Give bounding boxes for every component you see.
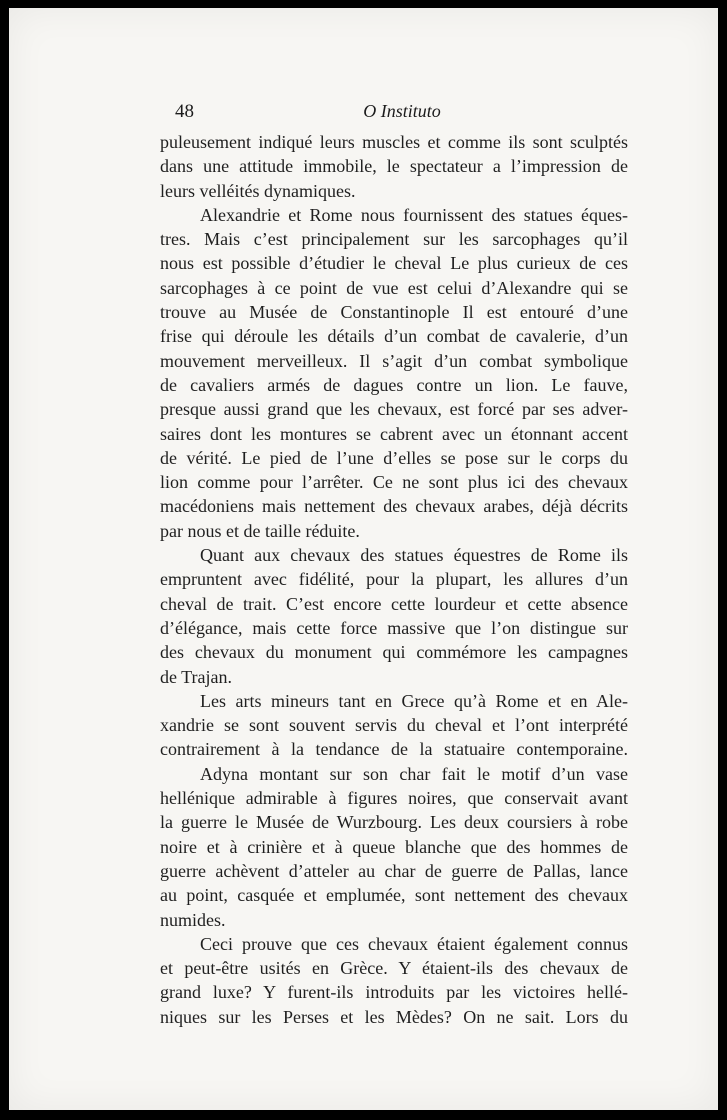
text-line: par nous et de taille réduite.: [160, 520, 360, 541]
text-line: sarcophages à ce point de vue est celui d’Alexandre qui se: [160, 277, 628, 298]
text-line: Les arts mineurs tant en Grece qu’à Rome et en Ale-: [200, 690, 628, 711]
text-line: grand luxe? Y furent-ils introduits par les victoires hellé-: [160, 982, 628, 1003]
text-line: puleusement indiqué leurs muscles et comme ils sont sculptés: [160, 132, 628, 152]
text-line: la guerre le Musée de Wurzbourg. Les deux coursiers à robe: [160, 812, 628, 833]
text-line: mouvement merveilleux. Il s’agit d’un combat symbolique: [160, 350, 628, 371]
text-line: empruntent avec fidélité, pour la plupart, les allures d’un: [160, 569, 628, 590]
text-line: cheval de trait. C’est encore cette lourdeur et cette absence: [160, 593, 628, 614]
text-line: saires dont les montures se cabrent avec un étonnant accent: [160, 423, 628, 444]
text-line: trouve au Musée de Constantinople Il est entouré d’une: [160, 302, 628, 323]
text-line: nous est possible d’étudier le cheval Le plus curieux de ces: [160, 253, 628, 274]
text-line: et peut-être usités en Grèce. Y étaient-ils des chevaux de: [160, 958, 628, 979]
text-line: Quant aux chevaux des statues équestres de Rome ils: [200, 545, 628, 566]
text-line: de cavaliers armés de dagues contre un lion. Le fauve,: [160, 374, 628, 395]
text-line: tres. Mais c’est principalement sur les sarcophages qu’il: [160, 229, 628, 250]
text-line: Ceci prouve que ces chevaux étaient également connus: [200, 933, 628, 954]
text-line: dans une attitude immobile, le spectateur a l’impression de: [160, 156, 628, 177]
page-header: [167, 101, 637, 125]
text-line: noire et à crinière et à queue blanche que des hommes de: [160, 836, 628, 857]
text-line: au point, casquée et emplumée, sont nettement des chevaux: [160, 885, 628, 906]
text-line: macédoniens mais nettement des chevaux arabes, déjà décrits: [160, 496, 628, 517]
text-line: presque aussi grand que les chevaux, est forcé par ses adver-: [160, 399, 628, 420]
text-line: lion comme pour l’arrêter. Ce ne sont plus ici des chevaux: [160, 472, 628, 493]
text-line: guerre achèvent d’atteler au char de guerre de Pallas, lance: [160, 860, 628, 881]
text-line: de vérité. Le pied de l’une d’elles se pose sur le corps du: [160, 447, 628, 468]
text-line: numides.: [160, 909, 226, 930]
text-line: Alexandrie et Rome nous fournissent des statues éques-: [200, 204, 628, 225]
page-number: 48: [175, 101, 194, 122]
text-line: des chevaux du monument qui commémore les campagnes: [160, 642, 628, 663]
running-title: O Instituto: [363, 101, 441, 121]
text-line: leurs velléités dynamiques.: [160, 180, 356, 201]
text-line: contrairement à la tendance de la statuaire contemporaine.: [160, 739, 628, 760]
text-line: niques sur les Perses et les Mèdes? On ne sait. Lors du: [160, 1006, 628, 1027]
text-line: frise qui déroule les détails d’un combat de cavalerie, d’un: [160, 326, 628, 347]
text-line: xandrie se sont souvent servis du cheval et l’ont interprété: [160, 715, 628, 736]
text-line: de Trajan.: [160, 666, 232, 687]
text-line: d’élégance, mais cette force massive que l’on distingue sur: [160, 617, 628, 638]
text-line: hellénique admirable à figures noires, que conservait avant: [160, 788, 628, 809]
text-line: Adyna montant sur son char fait le motif d’un vase: [200, 763, 628, 784]
body-text: [160, 130, 628, 1029]
